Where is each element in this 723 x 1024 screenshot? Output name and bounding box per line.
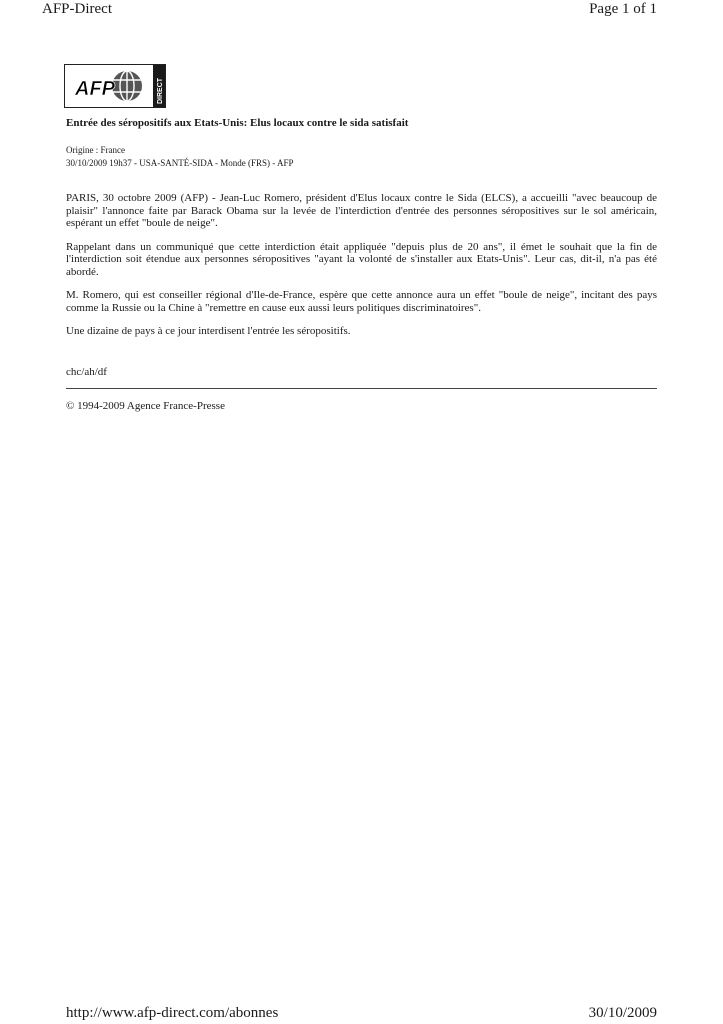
header-app-title: AFP-Direct (42, 1, 112, 17)
article-byline: chc/ah/df (66, 366, 107, 378)
article-paragraph: Rappelant dans un communiqué que cette interdiction était appliquée "depuis plus de 20 ans", il émet le souhait que la fin de l'interdiction soit étendue aux personnes séropositives "ayant la volonté de s'installer aux Etats-Unis". Leur cas, dit-il, n'a pas été abordé. (66, 240, 657, 278)
article-body (66, 192, 657, 349)
article-paragraph: PARIS, 30 octobre 2009 (AFP) - Jean-Luc Romero, président d'Elus locaux contre le Sida (ELCS), a accueilli "avec beaucoup de plaisir" l'annonce faite par Barack Obama sur la levée de l'interdiction d'entrée des personnes séropositives sur le sol américain, espérant un effet "boule de neige". (66, 192, 657, 229)
afp-direct-logo (64, 64, 166, 108)
article-paragraph: M. Romero, qui est conseiller régional d'Ile-de-France, espère que cette annonce aura un effet "boule de neige", incitant des pays comme la Russie ou la Chine à "remettre en cause eux aussi leurs politiques discriminatoires". (66, 289, 657, 314)
header-page-number: Page 1 of 1 (589, 1, 657, 17)
article-title: Entrée des séropositifs aux Etats-Unis: Elus locaux contre le sida satisfait (66, 117, 409, 129)
article-dateline: 30/10/2009 19h37 - USA-SANTÉ-SIDA - Monde (FRS) - AFP (66, 158, 294, 168)
logo-wordmark: AFP (75, 78, 115, 100)
copyright-notice: © 1994-2009 Agence France-Presse (66, 400, 225, 412)
article-origin: Origine : France (66, 145, 125, 155)
article-paragraph: Une dizaine de pays à ce jour interdisent l'entrée les séropositifs. (66, 325, 351, 337)
footer-date: 30/10/2009 (588, 1005, 657, 1021)
afp-globe-icon (65, 65, 165, 107)
divider (66, 388, 657, 389)
footer-url: http://www.afp-direct.com/abonnes (66, 1005, 279, 1021)
logo-direct-tag: DIRECT (157, 77, 164, 104)
